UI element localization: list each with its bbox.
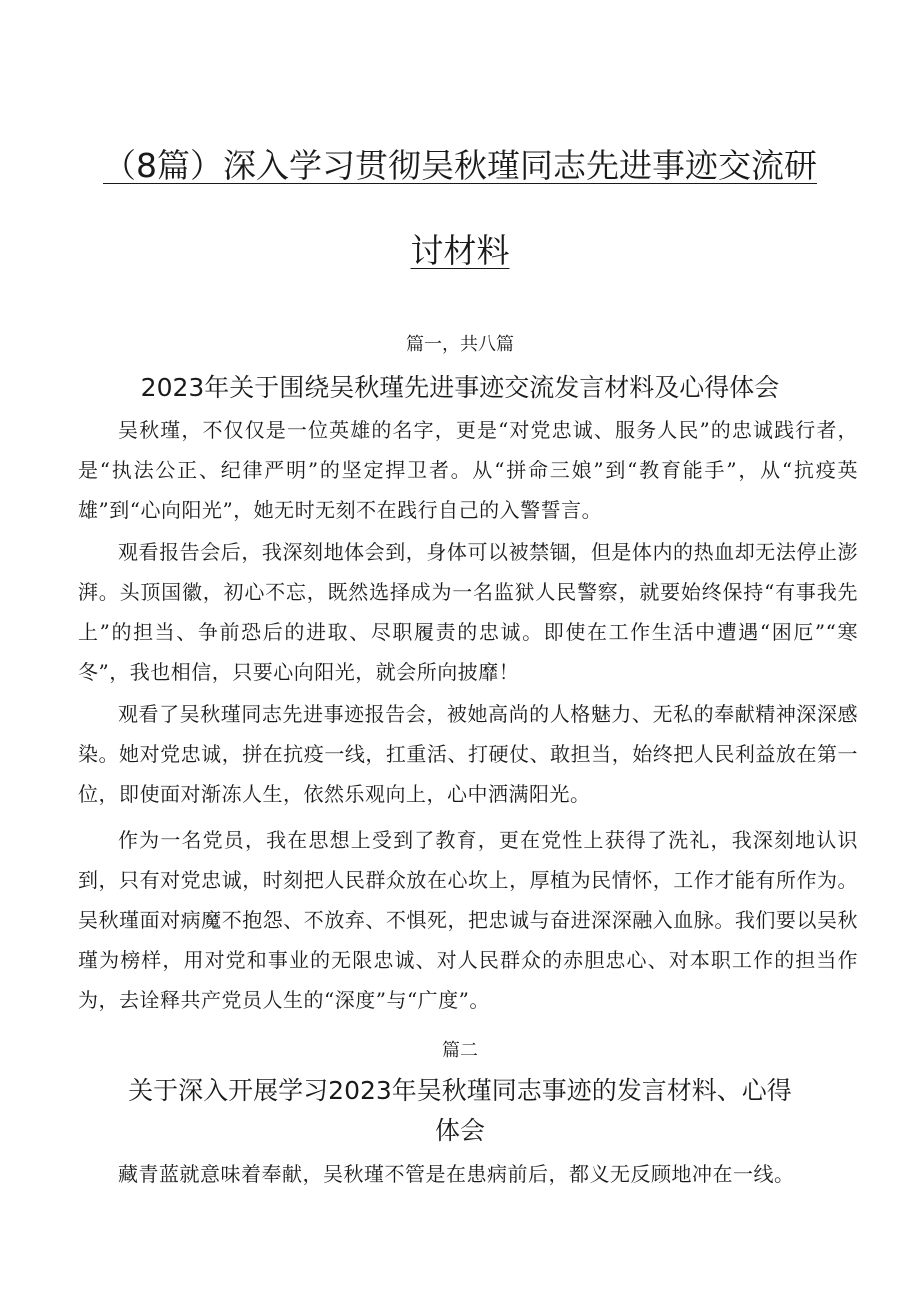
section-2-heading-line-1: 关于深入开展学习2023年吴秋瑾同志事迹的发言材料、心得 bbox=[128, 1076, 792, 1105]
section-1-label: 篇一，共八篇 bbox=[406, 334, 514, 355]
section-1-paragraph-3: 观看了吴秋瑾同志先进事迹报告会，被她高尚的人格魅力、无私的奉献精神深深感染。她对党忠诚，拼在抗疫一线，扛重活、打硬仗、敢担当，始终把人民利益放在第一位，即使面对渐冻人生，依然乐观向上，心中洒满阳光。 bbox=[78, 702, 858, 806]
section-2-paragraph-1: 藏青蓝就意味着奉献，吴秋瑾不管是在患病前后，都义无反顾地冲在一线。 bbox=[118, 1162, 795, 1186]
section-2-label: 篇二 bbox=[442, 1040, 478, 1061]
section-1-paragraph-1: 吴秋瑾，不仅仅是一位英雄的名字，更是“对党忠诚、服务人民”的忠诚践行者，是“执法公正、纪律严明”的坚定捍卫者。从“拼命三娘”到“教育能手”，从“抗疫英雄”到“心向阳光”，她无时无刻不在践行自己的入警誓言。 bbox=[78, 418, 858, 522]
section-2-heading-line-2: 体会 bbox=[434, 1116, 485, 1145]
section-1-paragraph-2: 观看报告会后，我深刻地体会到，身体可以被禁锢，但是体内的热血却无法停止澎湃。头顶国徽，初心不忘，既然选择成为一名监狱人民警察，就要始终保持“有事我先上”的担当、争前恐后的进取、尽职履责的忠诚。即使在工作生活中遭遇“困厄”“寒冬”，我也相信，只要心向阳光，就会所向披靡！ bbox=[78, 540, 858, 684]
section-1-heading: 2023年关于围绕吴秋瑾先进事迹交流发言材料及心得体会 bbox=[140, 373, 780, 402]
document-title-line-1: （8篇）深入学习贯彻吴秋瑾同志先进事迹交流研 bbox=[103, 146, 817, 185]
document-title-line-2: 讨材料 bbox=[410, 231, 510, 270]
section-1-paragraph-4: 作为一名党员，我在思想上受到了教育，更在党性上获得了洗礼，我深刻地认识到，只有对党忠诚，时刻把人民群众放在心坎上，厚植为民情怀，工作才能有所作为。吴秋瑾面对病魔不抱怨、不放弃、不惧死，把忠诚与奋进深深融入血脉。我们要以吴秋瑾为榜样，用对党和事业的无限忠诚、对人民群众的赤胆忠心、对本职工作的担当作为，去诠释共产党员人生的“深度”与“广度”。 bbox=[78, 828, 858, 1012]
